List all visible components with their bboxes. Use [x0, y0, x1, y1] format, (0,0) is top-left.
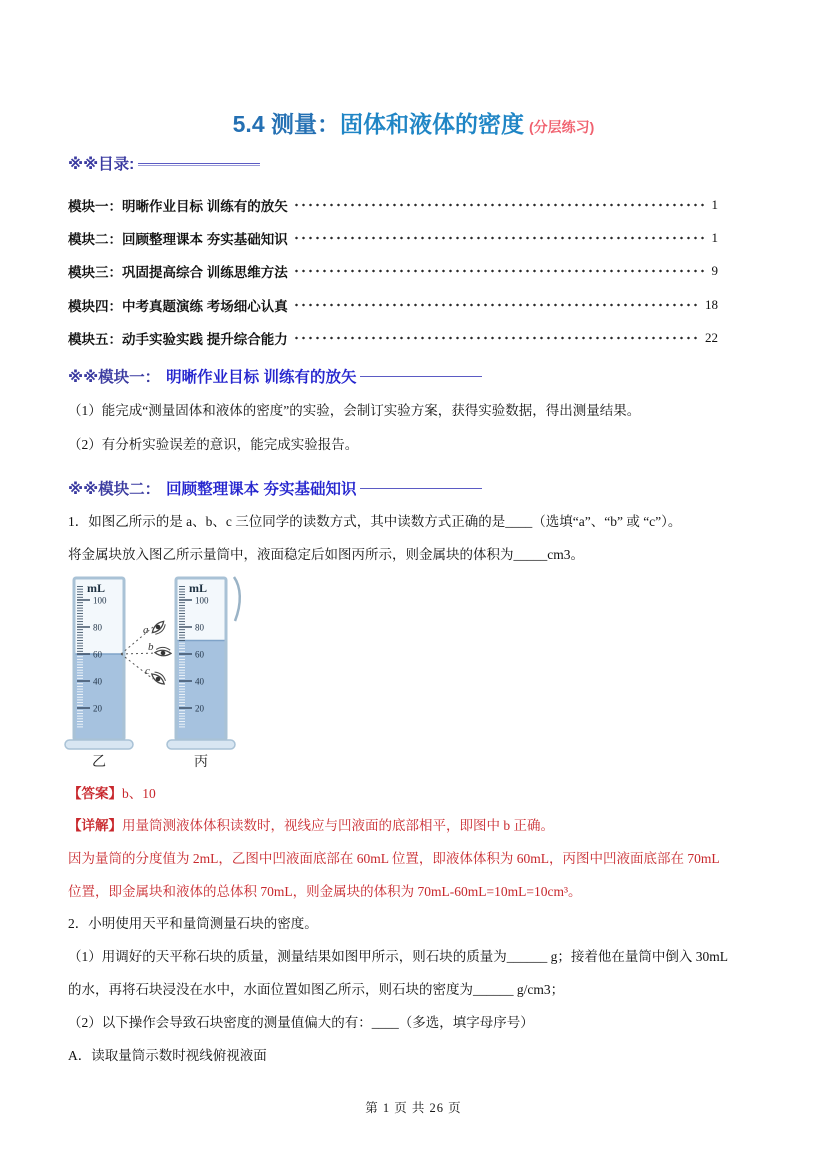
cylinder-name: 乙 — [92, 755, 106, 770]
module2-title: 回顾整理课本 夯实基础知识 — [166, 481, 357, 498]
question2-part1-line2: 的水，再将石块浸没在水中，水面位置如图乙所示，则石块的密度为______ g/cm3； — [68, 982, 565, 997]
eye-icon — [150, 670, 168, 687]
toc-dot-leader — [293, 198, 705, 212]
scale-label: 60 — [195, 649, 204, 660]
pointer-curve — [234, 577, 240, 621]
question2-optionA: A．读取量筒示数时视线俯视液面 — [68, 1048, 267, 1063]
toc-heading-label: ※※目录: — [68, 156, 135, 173]
table-of-contents — [68, 188, 718, 355]
question2-part1-line1: （1）用调好的天平称石块的质量，测量结果如图甲所示，则石块的质量为______ g；接着他在量筒中倒入 30mL — [68, 949, 728, 964]
toc-item-label: 模块二：回顾整理课本 夯实基础知识 — [68, 232, 288, 248]
cylinder-base — [65, 740, 133, 749]
page-title — [0, 106, 827, 139]
toc-page-number: 1 — [711, 196, 718, 212]
toc-page-number: 1 — [711, 230, 718, 246]
cylinders-figure-svg — [64, 575, 294, 775]
answer-line — [68, 783, 768, 804]
scale-label: 100 — [93, 595, 107, 606]
question2-intro: 2．小明使用天平和量筒测量石块的密度。 — [68, 916, 318, 931]
analysis-marker: 【详解】 — [68, 818, 122, 833]
page-footer: 第 1 页 共 26 页 — [365, 1101, 462, 1115]
scale-label: 100 — [195, 595, 209, 606]
title-subject: 固体和液体的密度 — [340, 111, 525, 137]
unit-label: mL — [87, 581, 105, 595]
question1-line2: 将金属块放入图乙所示量筒中，液面稳定后如图丙所示，则金属块的体积为_____cm3。 — [68, 547, 584, 562]
question1-line1: 1．如图乙所示的是 a、b、c 三位同学的读数方式，其中读数方式正确的是____（选填“a”、“b” 或 “c”）。 — [68, 514, 682, 529]
module1-point2: （2）有分析实验误差的意识，能完成实验报告。 — [68, 437, 359, 452]
figure-graduated-cylinders — [64, 575, 294, 775]
analysis-line1 — [68, 815, 768, 836]
scale-label: 40 — [195, 676, 204, 687]
toc-dot-leader — [293, 231, 705, 245]
module1-title: 明晰作业目标 训练有的放矢 — [166, 369, 357, 386]
unit-label: mL — [189, 581, 207, 595]
toc-dot-leader — [293, 331, 698, 345]
toc-item-label: 模块一：明晰作业目标 训练有的放矢 — [68, 198, 288, 214]
cylinder-name: 丙 — [194, 755, 208, 770]
title-number: 5.4 测量： — [232, 111, 341, 137]
answer-value: b、10 — [122, 786, 156, 801]
answer-marker: 【答案】 — [68, 786, 122, 801]
scale-label: 80 — [93, 622, 102, 633]
question2-part2: （2）以下操作会导致石块密度的测量值偏大的有：____（多选，填字母序号） — [68, 1015, 534, 1030]
toc-item-module4[interactable] — [68, 288, 718, 321]
eye-label: c — [145, 665, 150, 677]
module2-heading — [68, 477, 482, 499]
heading-rule — [138, 163, 260, 166]
scale-label: 20 — [195, 703, 204, 714]
scale-label: 40 — [93, 676, 102, 687]
eye-icon — [155, 647, 171, 656]
toc-dot-leader — [293, 264, 705, 278]
toc-heading — [68, 152, 260, 174]
analysis-line3: 位置，即金属块和液体的总体积 70mL，则金属块的体积为 70mL-60mL=10mL=10cm³。 — [68, 884, 582, 899]
toc-item-label: 模块四：中考真题演练 考场细心认真 — [68, 298, 288, 314]
water-fill — [76, 654, 123, 739]
toc-item-module5[interactable] — [68, 322, 718, 355]
scale-label: 80 — [195, 622, 204, 633]
analysis-text1: 用量筒测液体体积读数时，视线应与凹液面的底部相平，即图中 b 正确。 — [122, 818, 554, 833]
toc-item-module3[interactable] — [68, 255, 718, 288]
scale-label: 20 — [93, 703, 102, 714]
toc-item-label: 模块三：巩固提高综合 训练思维方法 — [68, 265, 288, 281]
title-tag: (分层练习) — [529, 119, 595, 135]
scale-label: 60 — [93, 649, 102, 660]
cylinder-base — [167, 740, 235, 749]
module1-heading — [68, 365, 482, 387]
toc-item-label: 模块五：动手实验实践 提升综合能力 — [68, 332, 288, 348]
module2-prefix: ※※模块二： — [68, 481, 161, 498]
eye-label: a — [143, 624, 149, 636]
module1-point1: （1）能完成“测量固体和液体的密度”的实验，会制订实验方案，获得实验数据，得出测量结果。 — [68, 403, 641, 418]
module1-prefix: ※※模块一： — [68, 369, 161, 386]
toc-item-module2[interactable] — [68, 221, 718, 254]
toc-page-number: 18 — [705, 296, 718, 312]
analysis-line2: 因为量筒的分度值为 2mL，乙图中凹液面底部在 60mL 位置，即液体体积为 60mL，丙图中凹液面底部在 70mL — [68, 851, 720, 866]
toc-page-number: 9 — [711, 263, 718, 279]
toc-dot-leader — [293, 298, 698, 312]
eye-label: b — [148, 641, 154, 653]
heading-rule — [360, 376, 482, 379]
toc-page-number: 22 — [705, 330, 718, 346]
eye-icon — [150, 619, 167, 636]
toc-item-module1[interactable] — [68, 188, 718, 221]
heading-rule — [360, 488, 482, 491]
